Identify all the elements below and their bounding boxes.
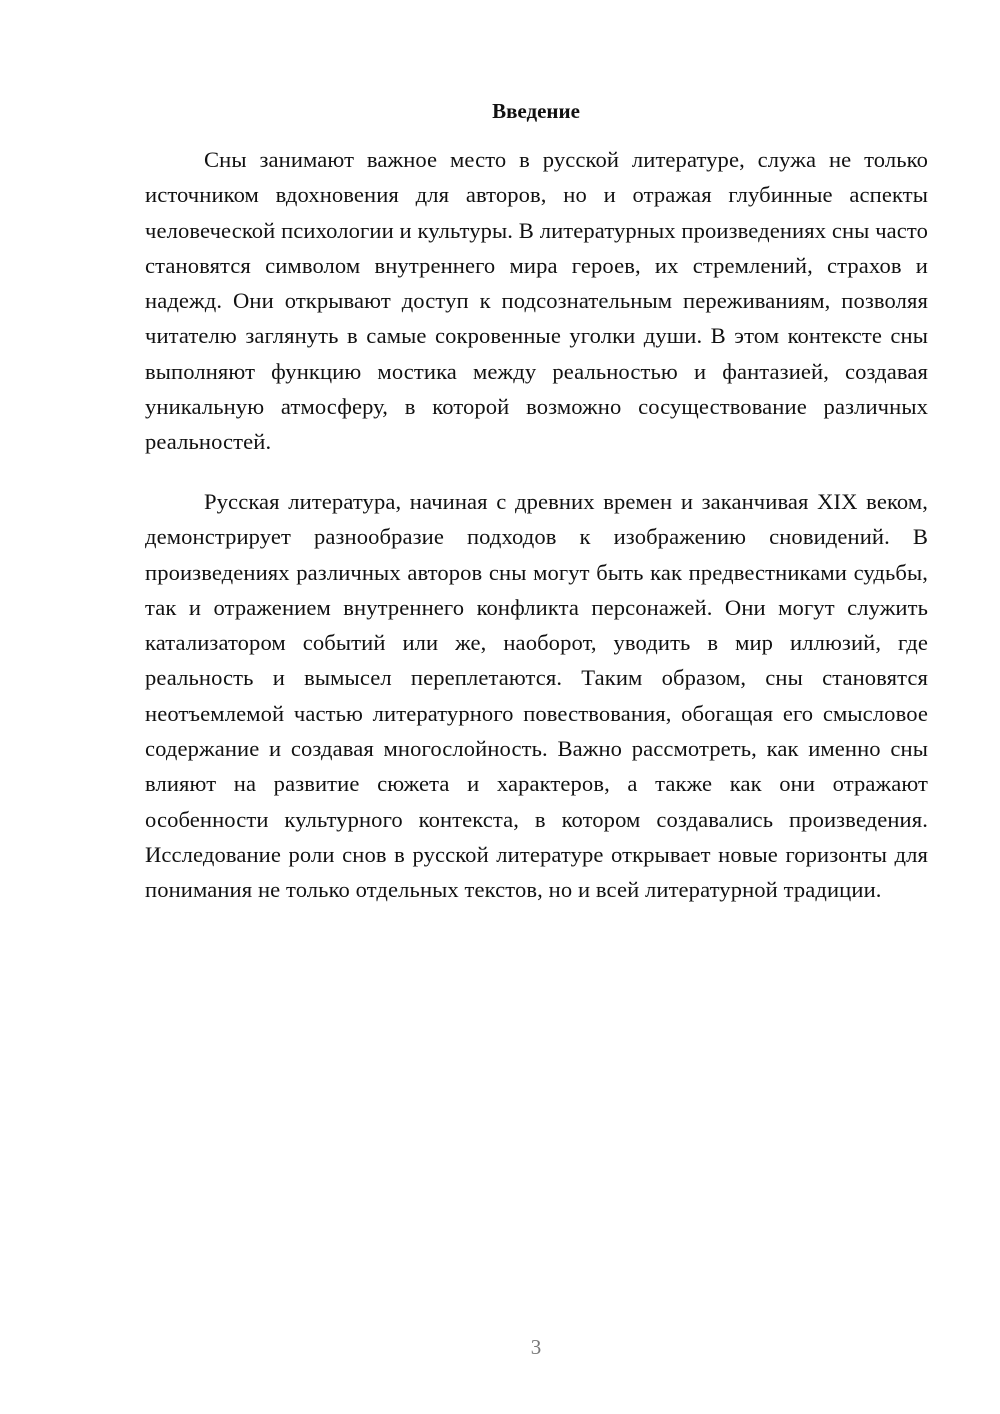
page-title: Введение: [492, 99, 580, 123]
page-number: 3: [530, 1335, 542, 1359]
paragraph-2: Русская литература, начиная с древних времен и заканчивая XIX веком, демонстрирует разнообразие подходов к изображению сновидений. В произведениях различных авторов сны могут быть как предвестниками судьбы, так и отражением внутреннего конфликта персонажей. Они могут служить катализатором событий или же, наоборот, уводить в мир иллюзий, где реальность и вымысел переплетаются. Таким образом, сны становятся неотъемлемой частью литературного повествования, обогащая его смысловое содержание и создавая многослойность. Важно рассмотреть, как именно сны влияют на развитие сюжета и характеров, а также как они отражают особенности культурного контекста, в котором создавались произведения. Исследование роли снов в русской литературе открывает новые горизонты для понимания не только отдельных текстов, но и всей литературной традиции.: [145, 489, 928, 903]
paragraph-1: Сны занимают важное место в русской литературе, служа не только источником вдохновения для авторов, но и отражая глубинные аспекты человеческой психологии и культуры. В литературных произведениях сны часто становятся символом внутреннего мира героев, их стремлений, страхов и надежд. Они открывают доступ к подсознательным переживаниям, позволяя читателю заглянуть в самые сокровенные уголки души. В этом контексте сны выполняют функцию мостика между реальностью и фантазией, создавая уникальную атмосферу, в которой возможно сосуществование различных реальностей.: [145, 147, 928, 455]
